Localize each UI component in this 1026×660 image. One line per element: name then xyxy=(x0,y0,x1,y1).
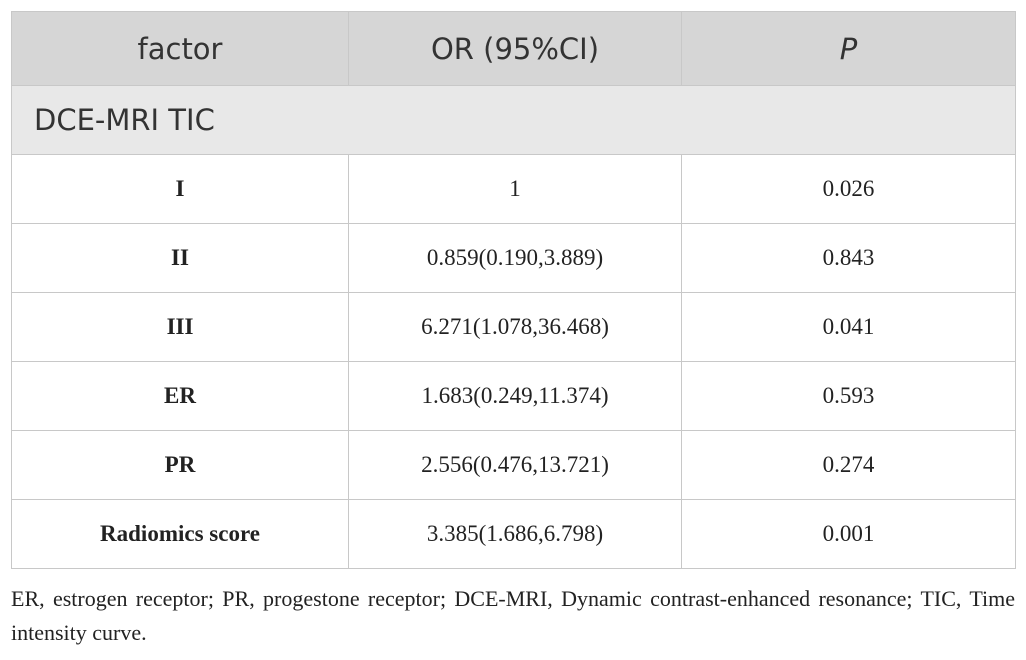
cell-p: 0.274 xyxy=(682,431,1016,500)
table-row xyxy=(12,362,1016,431)
table-row xyxy=(12,431,1016,500)
cell-factor: I xyxy=(12,155,349,224)
section-row xyxy=(12,86,1016,155)
cell-or: 0.859(0.190,3.889) xyxy=(349,224,682,293)
cell-or: 1.683(0.249,11.374) xyxy=(349,362,682,431)
cell-factor: PR xyxy=(12,431,349,500)
table-footnote: ER, estrogen receptor; PR, progestone receptor; DCE-MRI, Dynamic contrast-enhanced resonance; TIC, Time intensity curve. xyxy=(11,586,1015,645)
cell-p: 0.843 xyxy=(682,224,1016,293)
odds-ratio-table xyxy=(11,11,1016,569)
cell-factor: II xyxy=(12,224,349,293)
cell-factor: ER xyxy=(12,362,349,431)
cell-factor: Radiomics score xyxy=(12,500,349,569)
cell-or: 2.556(0.476,13.721) xyxy=(349,431,682,500)
table-row xyxy=(12,500,1016,569)
cell-p: 0.001 xyxy=(682,500,1016,569)
table-header-row xyxy=(12,12,1016,86)
table-row xyxy=(12,155,1016,224)
header-or-ci: OR (95%CI) xyxy=(349,12,682,86)
cell-p: 0.026 xyxy=(682,155,1016,224)
header-factor: factor xyxy=(12,12,349,86)
cell-or: 3.385(1.686,6.798) xyxy=(349,500,682,569)
cell-p: 0.041 xyxy=(682,293,1016,362)
cell-p: 0.593 xyxy=(682,362,1016,431)
cell-or: 6.271(1.078,36.468) xyxy=(349,293,682,362)
table-row xyxy=(12,224,1016,293)
section-label: DCE-MRI TIC xyxy=(12,86,1016,155)
cell-or: 1 xyxy=(349,155,682,224)
cell-factor: III xyxy=(12,293,349,362)
table-row xyxy=(12,293,1016,362)
header-p-value: P xyxy=(682,12,1016,86)
